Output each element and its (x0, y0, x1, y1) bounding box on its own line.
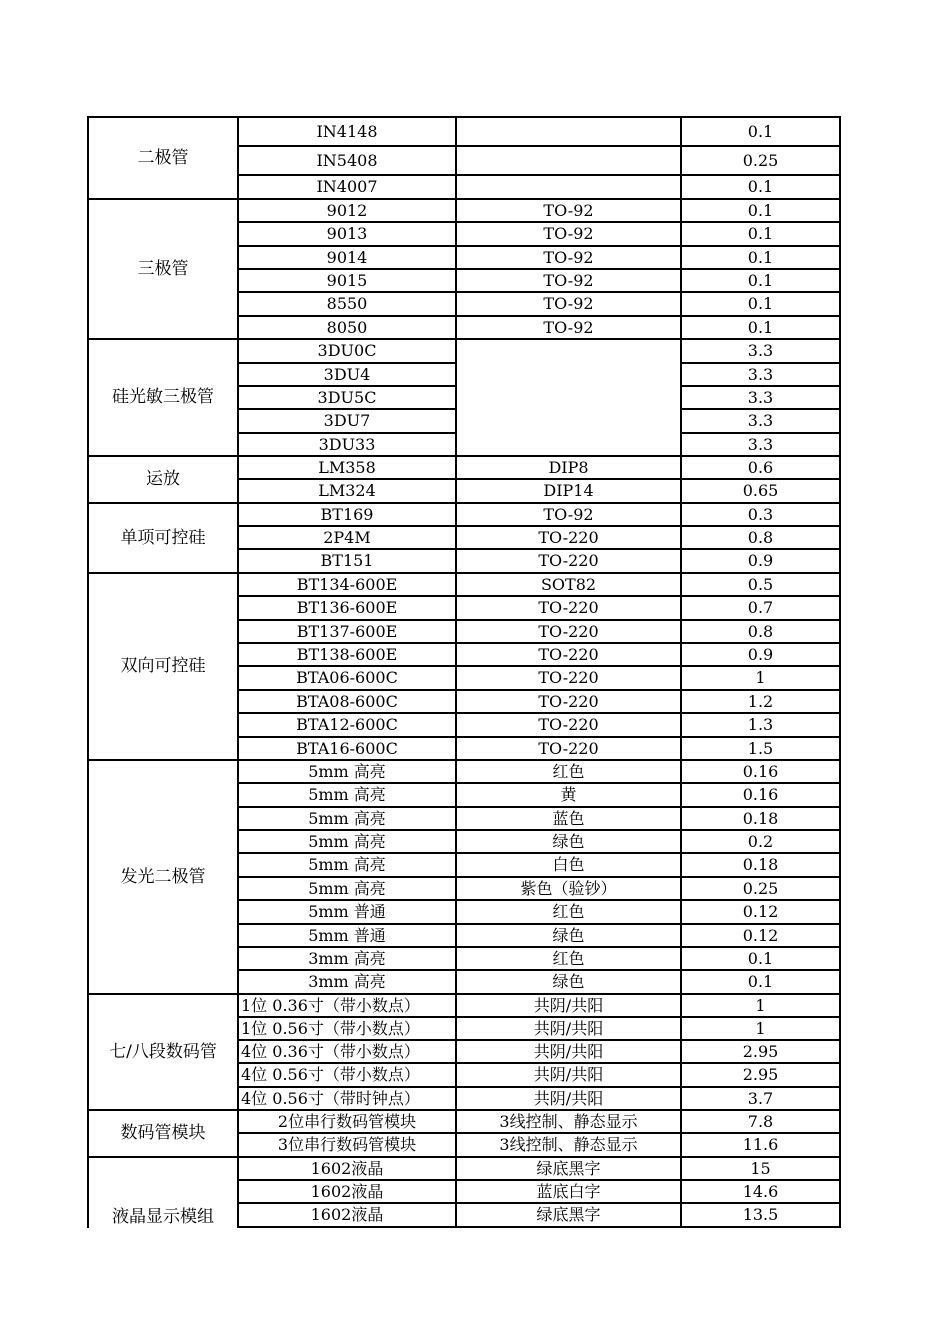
price-cell: 13.5 (742, 1205, 779, 1224)
price-cell: 0.8 (747, 621, 774, 641)
package-cell: TO-92 (543, 270, 594, 290)
price-cell: 1.2 (747, 691, 774, 711)
package-cell: 绿色 (552, 831, 585, 851)
model-cell: 1位 0.56寸（带小数点） (241, 1018, 420, 1038)
model-cell: BTA06-600C (296, 668, 398, 687)
package-cell: 绿色 (552, 925, 585, 945)
package-cell: TO-220 (538, 551, 599, 570)
package-cell: 共阴/共阳 (533, 1065, 604, 1084)
model-cell: LM324 (318, 481, 376, 500)
package-cell: 共阴/共阳 (533, 1018, 604, 1038)
price-cell: 0.12 (742, 925, 779, 945)
category-cell: 发光二极管 (120, 866, 206, 887)
model-cell: 5mm 高亮 (308, 785, 386, 804)
price-cell: 0.1 (747, 200, 774, 220)
package-cell: 共阴/共阳 (533, 1041, 604, 1061)
model-cell: 5mm 高亮 (308, 831, 386, 851)
price-cell: 0.1 (747, 121, 774, 141)
price-cell: 0.1 (747, 247, 774, 267)
price-cell: 0.1 (747, 294, 774, 313)
model-cell: BT134-600E (296, 574, 398, 594)
price-cell: 1 (755, 668, 766, 687)
category-cell: 硅光敏三极管 (112, 387, 214, 407)
price-cell: 15 (750, 1158, 771, 1178)
price-cell: 14.6 (742, 1181, 779, 1201)
package-cell: 蓝色 (552, 808, 585, 828)
price-cell: 0.1 (747, 224, 774, 243)
package-cell (456, 117, 681, 146)
package-cell-merged (456, 339, 681, 456)
model-cell: IN4148 (316, 121, 378, 141)
package-cell: TO-220 (538, 644, 599, 664)
price-cell: 1.5 (747, 738, 774, 758)
price-cell: 0.25 (742, 150, 779, 170)
package-cell (456, 146, 681, 175)
package-cell: 红色 (552, 948, 585, 968)
model-cell: BTA16-600C (296, 738, 398, 758)
model-cell: 3DU4 (323, 364, 371, 384)
category-cell: 单项可控硅 (120, 527, 206, 548)
category-cell: 七/八段数码管 (109, 1041, 217, 1062)
package-cell: TO-92 (543, 317, 594, 337)
model-cell: 2P4M (323, 527, 371, 547)
model-cell: 4位 0.36寸（带小数点） (241, 1041, 420, 1061)
price-cell: 0.1 (747, 948, 774, 968)
package-cell: 黄 (560, 785, 577, 804)
model-cell: 1602液晶 (310, 1205, 384, 1224)
price-cell: 1.3 (747, 715, 774, 734)
model-cell: 9012 (326, 200, 368, 220)
package-cell: 蓝底白字 (536, 1181, 601, 1201)
price-cell: 0.65 (742, 481, 779, 500)
model-cell: BT138-600E (296, 644, 398, 664)
package-cell: 共阴/共阳 (533, 1088, 604, 1108)
price-cell: 11.6 (742, 1135, 779, 1154)
price-cell: 0.16 (742, 785, 779, 804)
model-cell: 5mm 高亮 (308, 855, 386, 874)
model-cell: 9013 (326, 224, 368, 243)
package-cell: 紫色（验钞） (520, 878, 617, 898)
price-cell: 0.1 (747, 972, 774, 991)
package-cell: 绿底黑字 (536, 1158, 601, 1178)
model-cell: BT169 (320, 504, 374, 524)
category-cell: 双向可控硅 (120, 656, 206, 676)
price-cell: 0.3 (747, 504, 774, 524)
package-cell: 3线控制、静态显示 (499, 1111, 638, 1131)
model-cell: LM358 (318, 457, 376, 477)
model-cell: 3位串行数码管模块 (277, 1135, 417, 1154)
model-cell: 5mm 高亮 (308, 808, 386, 828)
price-cell: 0.7 (747, 598, 774, 617)
model-cell: 9015 (326, 270, 368, 290)
model-cell: IN4007 (316, 177, 378, 196)
package-cell: TO-220 (538, 691, 599, 711)
model-cell: BT136-600E (296, 598, 398, 617)
package-cell: TO-92 (543, 247, 594, 267)
model-cell: 4位 0.56寸（带时钟点） (241, 1088, 420, 1108)
price-cell: 3.3 (747, 364, 774, 384)
model-cell: 1602液晶 (310, 1158, 384, 1178)
price-cell: 0.5 (747, 574, 774, 594)
price-cell: 0.12 (742, 902, 779, 921)
price-cell: 0.8 (747, 527, 774, 547)
model-cell: 8050 (326, 317, 368, 337)
model-cell: 1602液晶 (310, 1181, 384, 1201)
package-cell: TO-92 (543, 200, 594, 220)
price-cell: 0.2 (747, 831, 774, 851)
package-cell: TO-220 (538, 598, 599, 617)
price-cell: 0.1 (747, 317, 774, 337)
price-cell: 1 (755, 995, 766, 1015)
price-cell: 3.3 (747, 387, 774, 407)
price-cell: 2.95 (742, 1065, 779, 1084)
price-cell: 7.8 (747, 1111, 774, 1131)
package-cell: 3线控制、静态显示 (499, 1135, 638, 1154)
package-cell: SOT82 (540, 574, 597, 594)
package-cell: TO-92 (543, 294, 594, 313)
package-cell: TO-220 (538, 715, 599, 734)
category-cell: 数码管模块 (120, 1123, 206, 1143)
package-cell: 共阴/共阳 (533, 995, 604, 1015)
model-cell: 1位 0.36寸（带小数点） (241, 995, 420, 1015)
price-cell: 0.1 (747, 177, 774, 196)
model-cell: 5mm 普通 (308, 902, 386, 921)
model-cell: BTA08-600C (296, 691, 398, 711)
model-cell: BT137-600E (296, 621, 398, 641)
package-cell: TO-220 (538, 621, 599, 641)
price-cell: 0.16 (742, 761, 779, 781)
price-cell: 0.9 (747, 551, 774, 570)
price-cell: 3.3 (747, 411, 774, 430)
row-divider (237, 1226, 841, 1228)
model-cell: IN5408 (316, 150, 378, 170)
package-cell: 红色 (552, 902, 585, 921)
package-cell: 绿底黑字 (536, 1205, 601, 1224)
package-cell (456, 175, 681, 199)
model-cell: 3DU0C (317, 341, 377, 360)
model-cell: 8550 (326, 294, 368, 313)
price-cell: 0.1 (747, 270, 774, 290)
model-cell: 3mm 高亮 (308, 948, 386, 968)
model-cell: 9014 (326, 247, 368, 267)
model-cell: 3DU5C (317, 387, 377, 407)
price-cell: 0.9 (747, 644, 774, 664)
package-cell: 白色 (552, 855, 585, 874)
package-cell: TO-92 (543, 224, 594, 243)
model-cell: 5mm 高亮 (308, 761, 386, 781)
package-cell: DIP14 (543, 481, 594, 500)
category-cell: 液晶显示模组 (112, 1207, 214, 1227)
package-cell: TO-92 (543, 504, 594, 524)
model-cell: 3DU33 (318, 434, 376, 454)
package-cell: 红色 (552, 761, 585, 781)
price-cell: 0.18 (742, 808, 779, 828)
package-cell: DIP8 (548, 457, 589, 477)
model-cell: 3mm 高亮 (308, 972, 386, 991)
package-cell: TO-220 (538, 738, 599, 758)
model-cell: 5mm 普通 (308, 925, 386, 945)
price-cell: 2.95 (742, 1041, 779, 1061)
price-cell: 1 (755, 1018, 766, 1038)
model-cell: 3DU7 (323, 411, 371, 430)
price-cell: 3.3 (747, 434, 774, 454)
package-cell: TO-220 (538, 668, 599, 687)
package-cell: TO-220 (538, 527, 599, 547)
model-cell: 5mm 高亮 (308, 878, 386, 898)
category-cell: 二极管 (137, 147, 189, 168)
package-cell: 绿色 (552, 972, 585, 991)
category-cell: 运放 (146, 469, 180, 489)
model-cell: 2位串行数码管模块 (277, 1111, 417, 1131)
category-cell: 三极管 (137, 258, 189, 279)
price-cell: 3.7 (747, 1088, 774, 1108)
model-cell: 4位 0.56寸（带小数点） (241, 1065, 420, 1084)
price-cell: 0.6 (747, 457, 774, 477)
price-cell: 3.3 (747, 341, 774, 360)
model-cell: BT151 (320, 551, 374, 570)
price-cell: 0.18 (742, 855, 779, 874)
model-cell: BTA12-600C (296, 715, 398, 734)
price-cell: 0.25 (742, 878, 779, 898)
